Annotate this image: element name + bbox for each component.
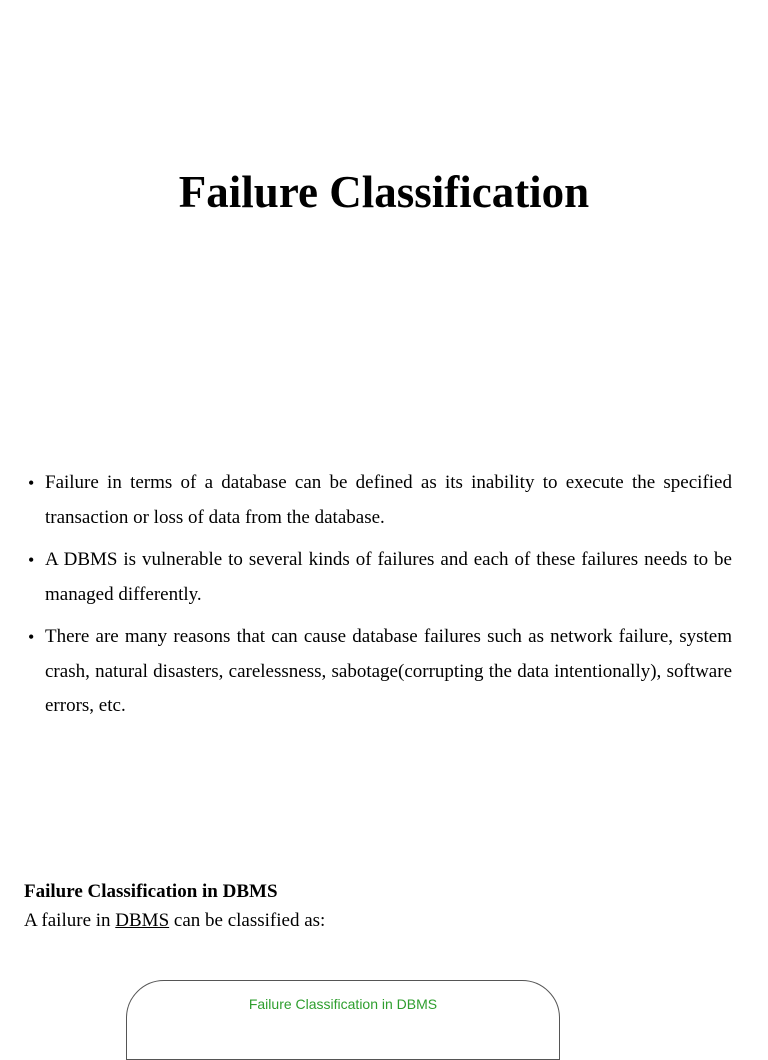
- bullet-icon: •: [28, 550, 35, 570]
- bullet-item: [28, 543, 732, 612]
- bullet-icon: •: [28, 627, 35, 647]
- bullet-text: There are many reasons that can cause database failures such as network failure, system crash, natural disasters, carelessness, sabotage(corrupting the data intentionally), software errors, etc.: [45, 626, 732, 716]
- bullet-item: [28, 466, 732, 535]
- intro-text-after: can be classified as:: [169, 910, 326, 931]
- diagram-title: Failure Classification in DBMS: [248, 996, 438, 1012]
- bullet-text: Failure in terms of a database can be defined as its inability to execute the specified transaction or loss of data from the database.: [45, 472, 732, 528]
- diagram-box: [126, 980, 560, 1060]
- bullet-list: [28, 466, 732, 732]
- intro-text: [24, 909, 325, 933]
- dbms-link[interactable]: DBMS: [115, 910, 170, 931]
- section-heading: Failure Classification in DBMS: [24, 881, 278, 902]
- bullet-text: A DBMS is vulnerable to several kinds of failures and each of these failures needs to be managed differently.: [45, 549, 732, 605]
- intro-text-before: A failure in: [24, 910, 116, 931]
- bullet-icon: •: [28, 473, 35, 493]
- slide-title: Failure Classification: [178, 167, 590, 217]
- bullet-item: [28, 620, 732, 724]
